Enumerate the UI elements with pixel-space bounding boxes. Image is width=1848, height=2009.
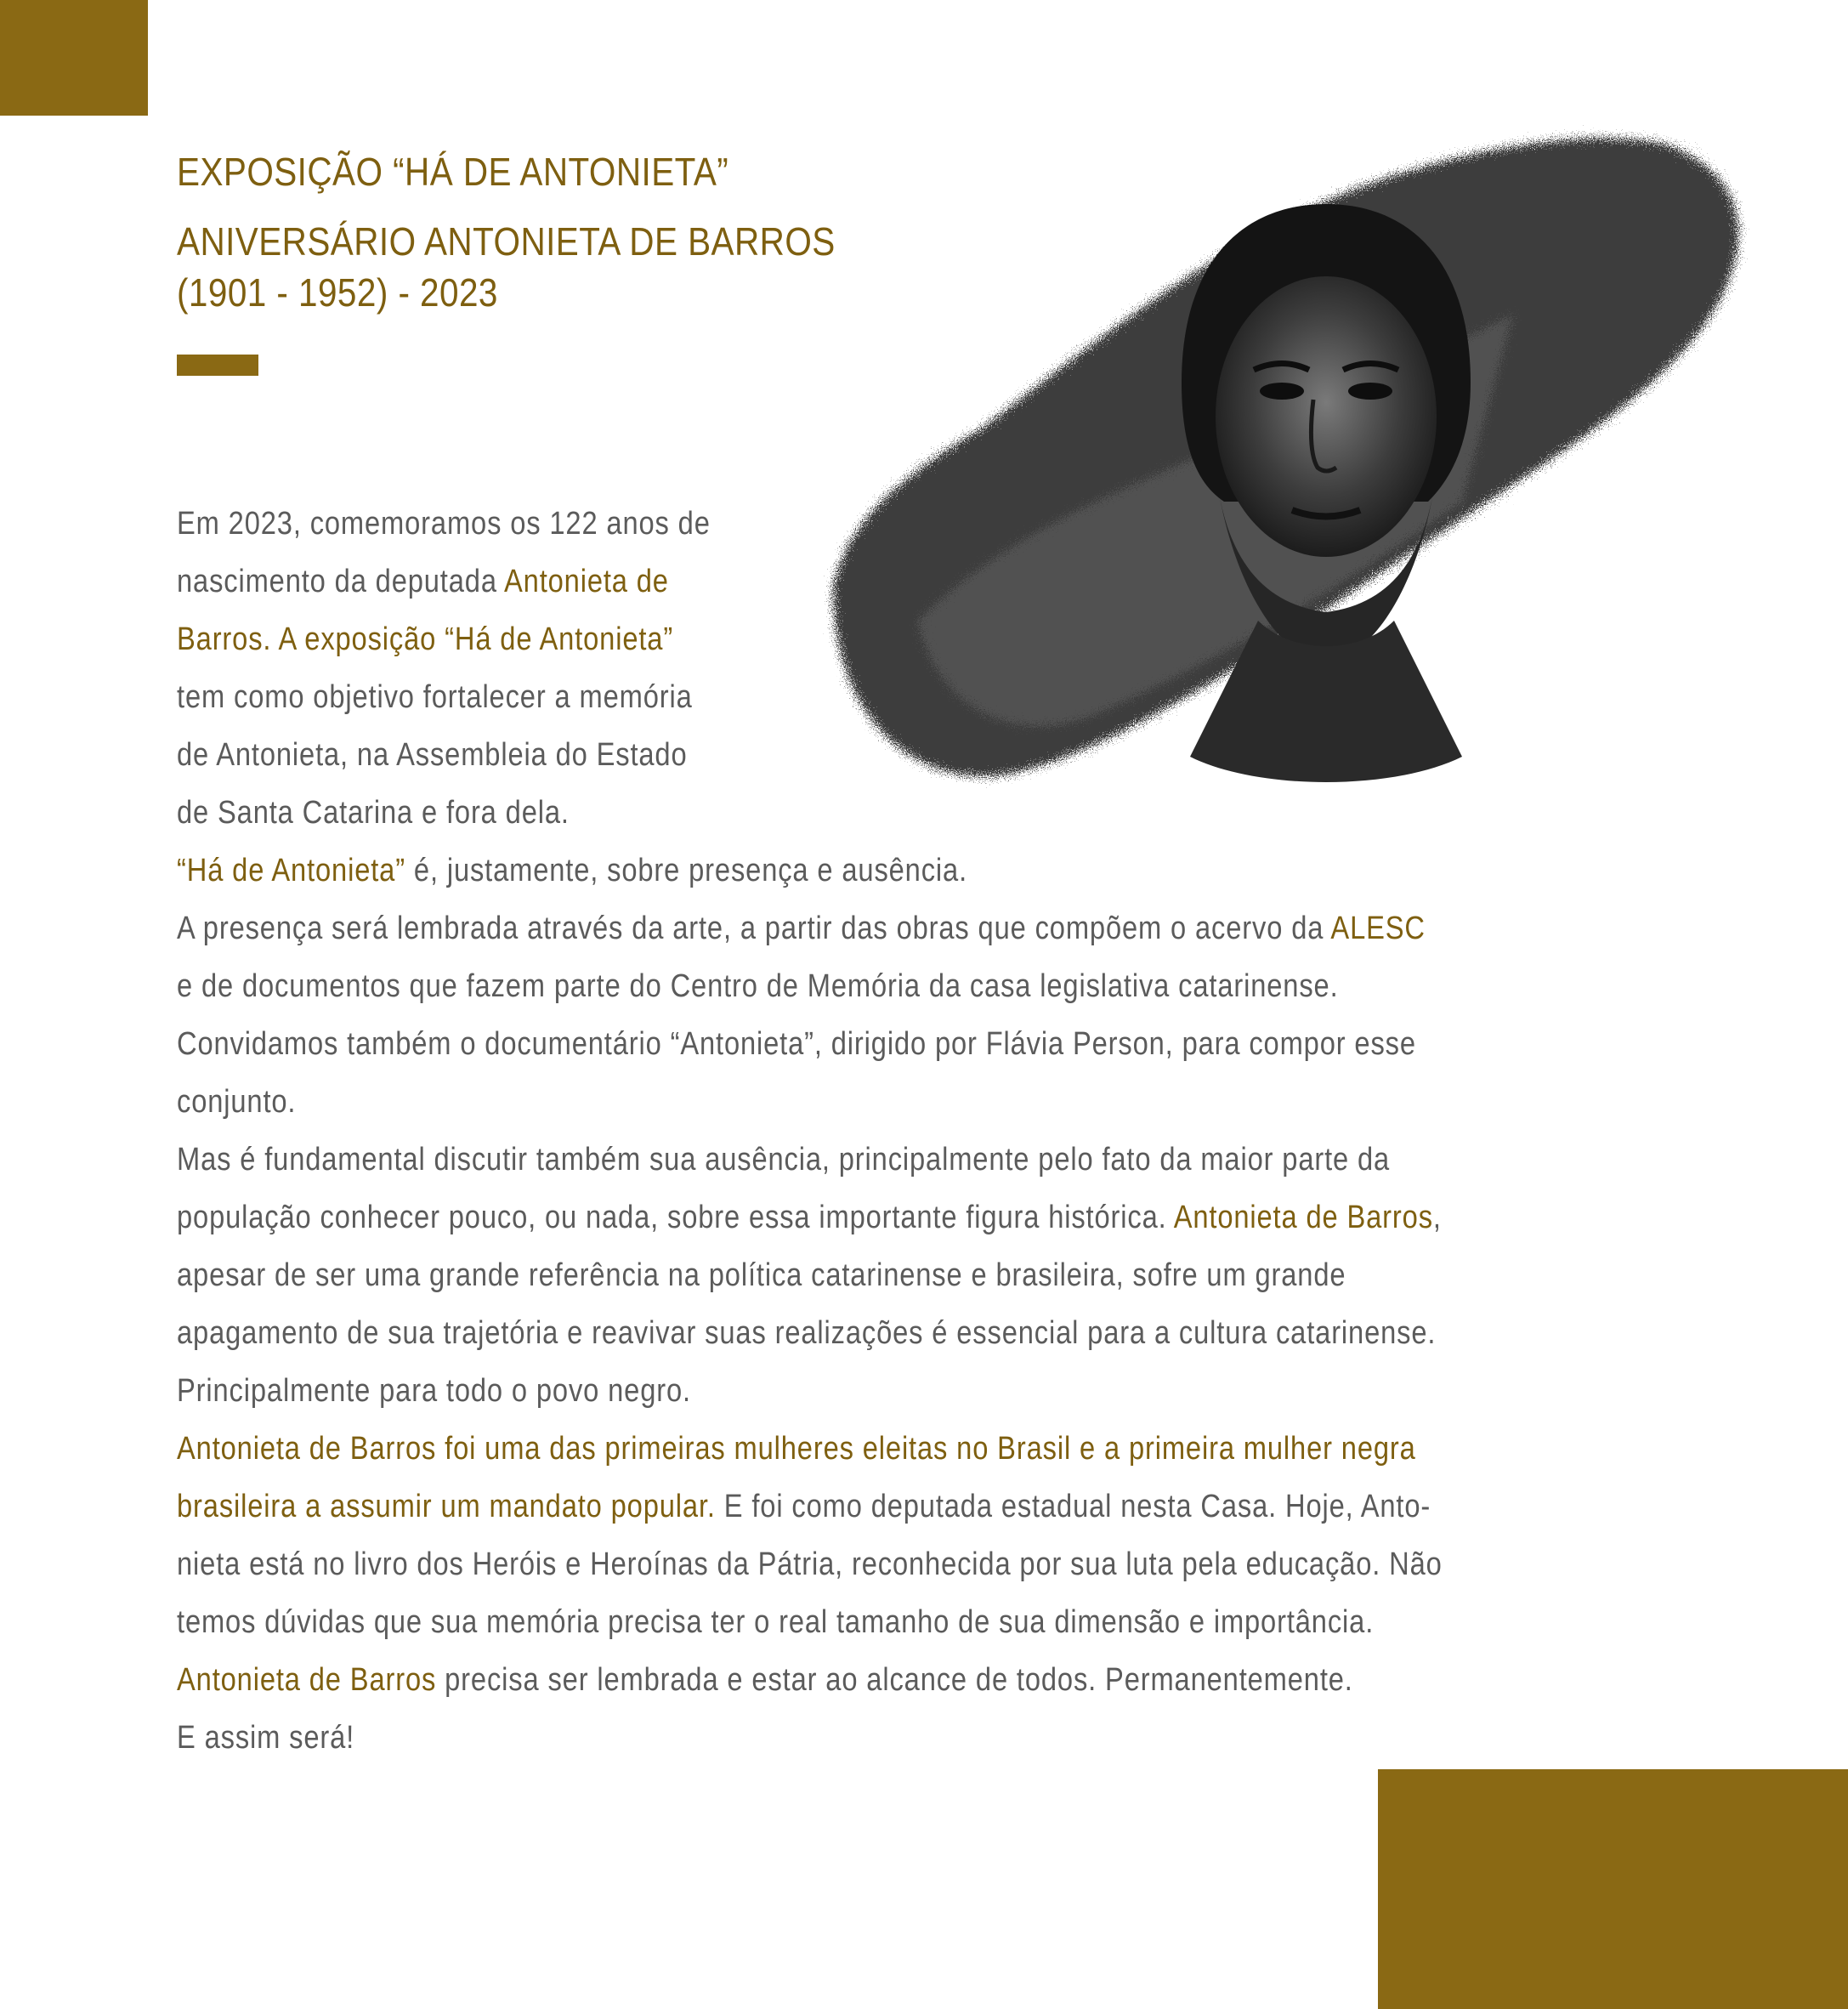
corner-block-top-left <box>0 0 148 116</box>
anniversary-title: ANIVERSÁRIO ANTONIETA DE BARROS <box>177 219 836 264</box>
highlight-statement: brasileira a assumir um mandato popular. <box>177 1489 716 1524</box>
text-line: conjunto. <box>177 1084 297 1120</box>
highlight-alesc: ALESC <box>1330 911 1426 946</box>
text-line: nascimento da deputada Antonieta de <box>177 564 669 599</box>
highlight-name: Antonieta de Barros <box>177 1662 437 1698</box>
text-line: Convidamos também o documentário “Antonieta”, dirigido por Flávia Person, para compor esse <box>177 1026 1416 1062</box>
text-line: apagamento de sua trajetória e reavivar suas realizações é essencial para a cultura catarinense. <box>177 1315 1437 1351</box>
text-line: de Santa Catarina e fora dela. <box>177 795 570 831</box>
body-text <box>177 495 1443 1767</box>
text-line: Mas é fundamental discutir também sua ausência, principalmente pelo fato da maior parte da <box>177 1142 1391 1178</box>
highlight-name: Antonieta de Barros <box>1173 1200 1433 1235</box>
highlight-name: Antonieta de <box>503 564 669 599</box>
text-line: apesar de ser uma grande referência na política catarinense e brasileira, sofre um grande <box>177 1257 1346 1293</box>
highlight-exhibition: “Há de Antonieta” <box>177 853 405 888</box>
text-line: população conhecer pouco, ou nada, sobre essa importante figura histórica. Antonieta de Barros, <box>177 1200 1442 1235</box>
anniversary-dates: (1901 - 1952) - 2023 <box>177 270 498 315</box>
text-line: Barros. A exposição “Há de Antonieta” <box>177 621 674 657</box>
text-line: temos dúvidas que sua memória precisa ter o real tamanho de sua dimensão e importância. <box>177 1604 1375 1640</box>
text-line: e de documentos que fazem parte do Centro de Memória da casa legislativa catarinense. <box>177 968 1339 1004</box>
text-line: brasileira a assumir um mandato popular. E foi como deputada estadual nesta Casa. Hoje, Anto- <box>177 1489 1431 1524</box>
title-underline-bar <box>177 355 258 376</box>
text-line: “Há de Antonieta” é, justamente, sobre presença e ausência. <box>177 853 968 888</box>
text-line: Em 2023, comemoramos os 122 anos de <box>177 506 711 542</box>
text-line: E assim será! <box>177 1720 355 1756</box>
text-line: Antonieta de Barros precisa ser lembrada e estar ao alcance de todos. Permanentemente. <box>177 1662 1353 1698</box>
heading <box>177 146 836 318</box>
corner-block-bottom-right <box>1378 1769 1848 2009</box>
exhibition-title: EXPOSIÇÃO “HÁ DE ANTONIETA” <box>177 150 729 194</box>
text-line: de Antonieta, na Assembleia do Estado <box>177 737 688 773</box>
text-line: A presença será lembrada através da arte, a partir das obras que compõem o acervo da ALESC <box>177 911 1426 946</box>
text-line: Principalmente para todo o povo negro. <box>177 1373 691 1409</box>
text-line: nieta está no livro dos Heróis e Heroínas da Pátria, reconhecida por sua luta pela educação. Não <box>177 1546 1443 1582</box>
text-line: Antonieta de Barros foi uma das primeiras mulheres eleitas no Brasil e a primeira mulher negra <box>177 1431 1416 1467</box>
text-line: tem como objetivo fortalecer a memória <box>177 679 693 715</box>
